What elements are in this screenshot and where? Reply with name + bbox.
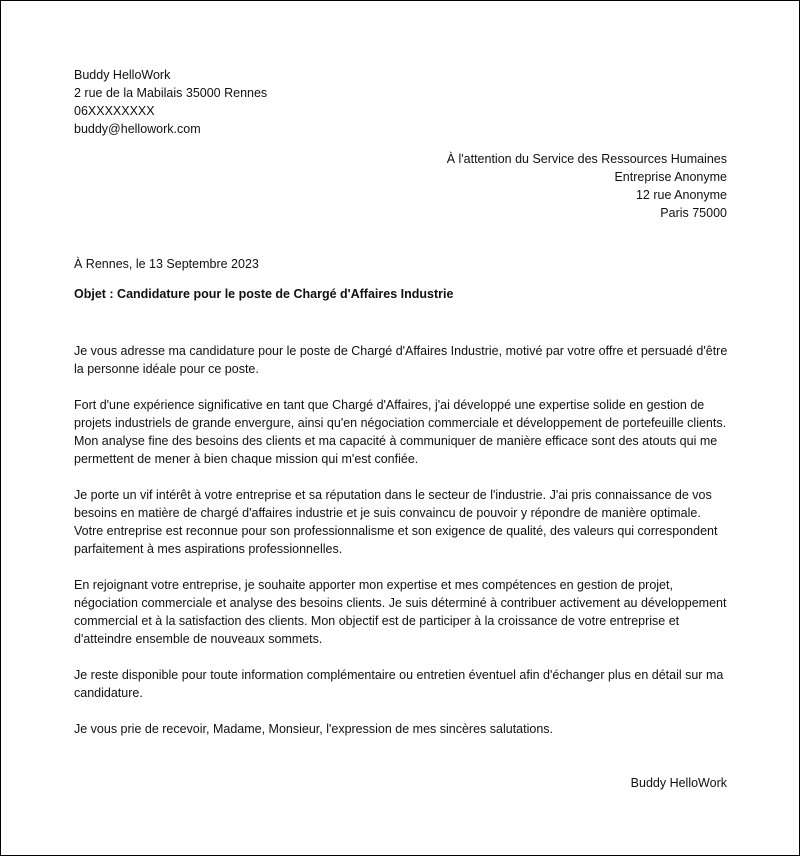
paragraph-availability: Je reste disponible pour toute information complémentaire ou entretien éventuel afin d'échanger plus en détail sur ma candidature. [74,668,724,700]
sender-address: 2 rue de la Mabilais 35000 Rennes [74,86,268,100]
date-line: À Rennes, le 13 Septembre 2023 [74,257,259,271]
sender-phone: 06XXXXXXXX [74,104,155,118]
sender-block [74,66,474,138]
paragraph-closing: Je vous prie de recevoir, Madame, Monsieur, l'expression de mes sincères salutations. [74,722,554,736]
paragraph-contribution: En rejoignant votre entreprise, je souhaite apporter mon expertise et mes compétences en gestion de projet, négociation commerciale et analyse des besoins clients. Je suis déterminé à contribuer activement au développement commercial et à la satisfaction des clients. Mon objectif est de participer à la croissance de votre entreprise et d'atteindre ensemble de nouveaux sommets. [74,578,727,646]
recipient-city: Paris 75000 [660,206,727,220]
recipient-company: Entreprise Anonyme [614,170,727,184]
paragraph-experience: Fort d'une expérience significative en tant que Chargé d'Affaires, j'ai développé une expertise solide en gestion de projets industriels de grande envergure, ainsi qu'en négociation commerciale et développement de portefeuille clients. Mon analyse fine des besoins des clients et ma capacité à communiquer de manière efficace sont des atouts qui me permettent de mener à bien chaque mission qui m'est confiée. [74,398,727,466]
paragraph-company-interest: Je porte un vif intérêt à votre entreprise et sa réputation dans le secteur de l'industrie. J'ai pris connaissance de vos besoins en matière de chargé d'affaires industrie et je suis convaincu de pouvoir y répondre de manière optimale. Votre entreprise est reconnue pour son professionnalisme et son exigence de qualité, des valeurs qui correspondent parfaitement à mes aspirations professionnelles. [74,488,718,556]
subject-line: Objet : Candidature pour le poste de Chargé d'Affaires Industrie [74,287,454,301]
sender-email: buddy@hellowork.com [74,122,201,136]
recipient-block [227,150,727,222]
signature: Buddy HelloWork [630,776,727,790]
paragraph-intro: Je vous adresse ma candidature pour le poste de Chargé d'Affaires Industrie, motivé par votre offre et persuadé d'être la personne idéale pour ce poste. [74,344,728,376]
recipient-street: 12 rue Anonyme [635,188,727,202]
sender-name: Buddy HelloWork [74,68,171,82]
letter-body [74,342,729,738]
recipient-attention: À l'attention du Service des Ressources Humaines [446,152,727,166]
